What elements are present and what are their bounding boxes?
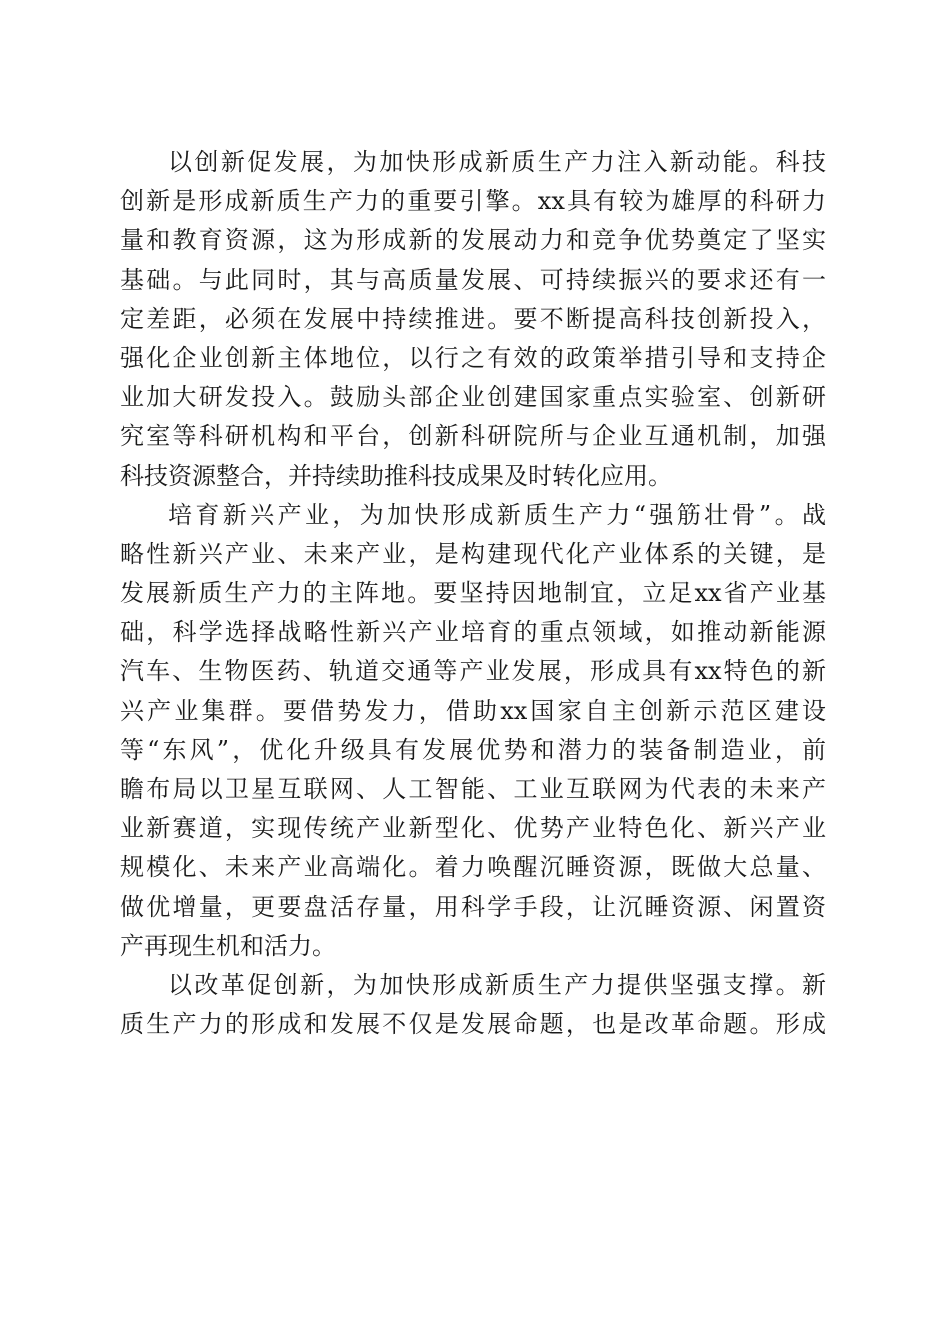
paragraph-line: 业加大研发投入。鼓励头部企业创建国家重点实验室、创新研: [120, 383, 826, 412]
paragraph-line: 础，科学选择战略性新兴产业培育的重点领域，如推动新能源: [120, 618, 826, 647]
paragraph-line: 创新是形成新质生产力的重要引擎。xx具有较为雄厚的科研力: [120, 187, 826, 216]
paragraph-line: 兴产业集群。要借势发力，借助xx国家自主创新示范区建设: [120, 696, 826, 725]
paragraph-line: 究室等科研机构和平台，创新科研院所与企业互通机制，加强: [120, 422, 826, 451]
paragraph-line: 科技资源整合，并持续助推科技成果及时转化应用。: [120, 461, 672, 490]
document-body: [120, 143, 826, 1044]
paragraph-line: 汽车、生物医药、轨道交通等产业发展，形成具有xx特色的新: [120, 657, 826, 686]
paragraph-line: 培育新兴产业，为加快形成新质生产力“强筋壮骨”。战: [168, 500, 826, 529]
paragraph-line: 产再现生机和活力。: [120, 931, 336, 960]
paragraph-line: 量和教育资源，这为形成新的发展动力和竞争优势奠定了坚实: [120, 226, 826, 255]
paragraph-line: 定差距，必须在发展中持续推进。要不断提高科技创新投入，: [120, 304, 826, 333]
paragraph-line: 以改革促创新，为加快形成新质生产力提供坚强支撑。新: [168, 970, 826, 999]
paragraph-emerging-industries: [120, 496, 826, 966]
paragraph-reform-innovation: [120, 966, 826, 1044]
paragraph-line: 基础。与此同时，其与高质量发展、可持续振兴的要求还有一: [120, 265, 826, 294]
paragraph-line: 强化企业创新主体地位，以行之有效的政策举措引导和支持企: [120, 343, 826, 372]
paragraph-line: 瞻布局以卫星互联网、人工智能、工业互联网为代表的未来产: [120, 775, 826, 803]
paragraph-innovation-development: [120, 143, 826, 496]
paragraph-line: 略性新兴产业、未来产业，是构建现代化产业体系的关键，是: [120, 539, 826, 568]
paragraph-line: 以创新促发展，为加快形成新质生产力注入新动能。科技: [168, 148, 826, 176]
paragraph-line: 业新赛道，实现传统产业新型化、优势产业特色化、新兴产业: [120, 814, 826, 843]
paragraph-line: 做优增量，更要盘活存量，用科学手段，让沉睡资源、闲置资: [120, 892, 826, 921]
paragraph-line: 规模化、未来产业高端化。着力唤醒沉睡资源，既做大总量、: [120, 853, 826, 882]
paragraph-line: 发展新质生产力的主阵地。要坚持因地制宜，立足xx省产业基: [120, 579, 826, 608]
paragraph-line: 等“东风”，优化升级具有发展优势和潜力的装备制造业，前: [120, 735, 826, 764]
paragraph-line: 质生产力的形成和发展不仅是发展命题，也是改革命题。形成: [120, 1010, 826, 1039]
